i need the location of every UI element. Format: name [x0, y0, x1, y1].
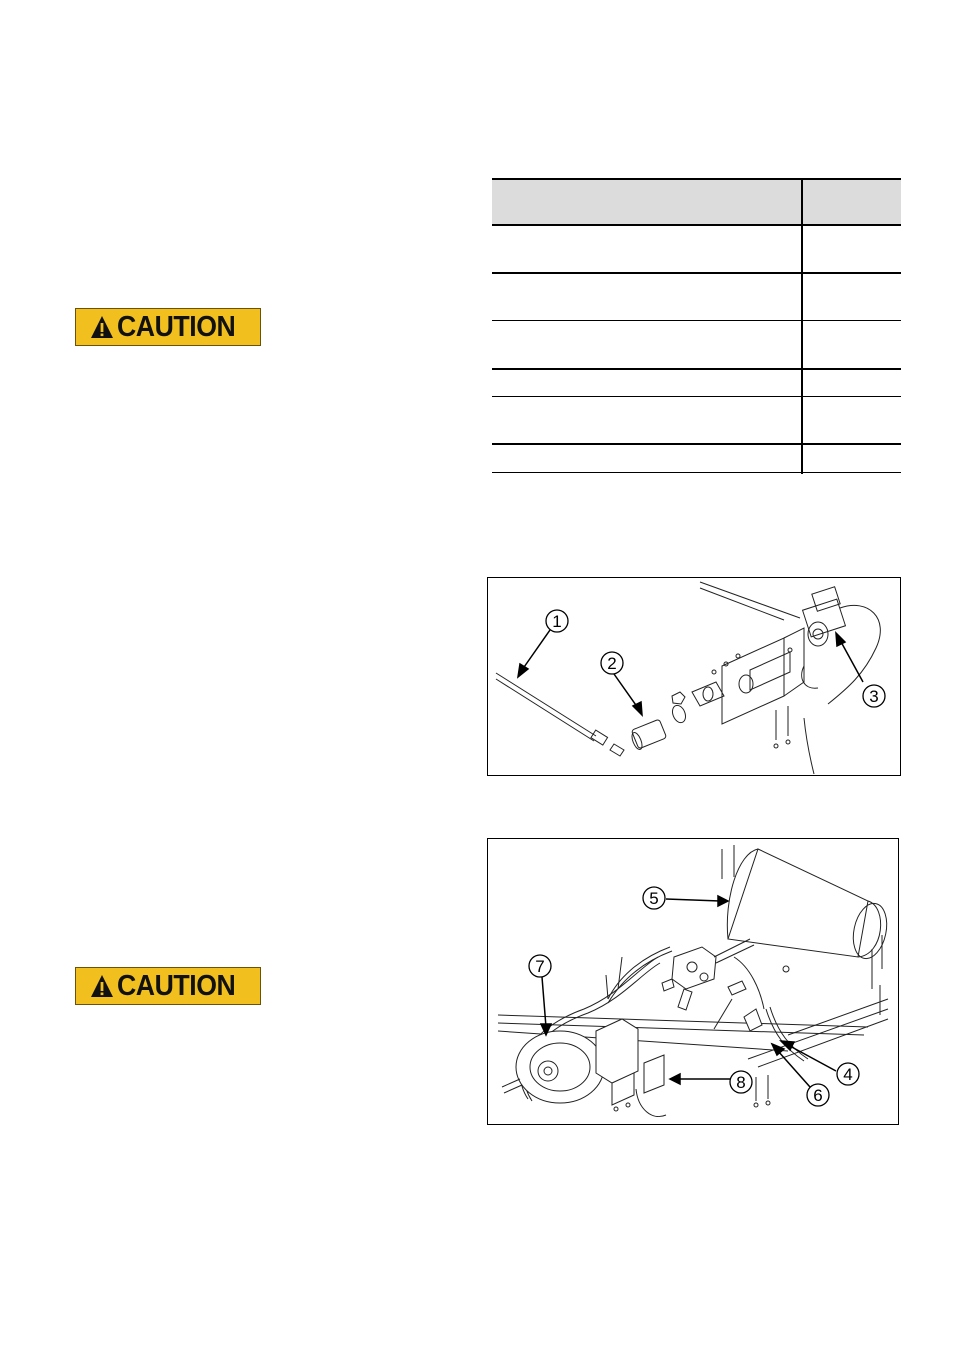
table-header-cell — [492, 180, 647, 224]
callout-number: 7 — [535, 957, 545, 976]
callout-number: 1 — [552, 612, 562, 631]
callout-number: 8 — [736, 1073, 746, 1092]
table-row-divider — [492, 320, 901, 321]
table-header — [492, 178, 901, 226]
warning-triangle-icon — [90, 315, 114, 339]
table-header-cell — [803, 180, 901, 224]
caution-label — [75, 308, 261, 346]
table-row-divider — [492, 472, 901, 473]
warning-triangle-icon — [90, 974, 114, 998]
figure-1 — [487, 577, 901, 776]
callout-number: 6 — [813, 1086, 823, 1105]
figure-2 — [487, 838, 899, 1125]
table-column-divider — [801, 178, 803, 474]
callout-number: 2 — [607, 654, 617, 673]
caution-label — [75, 967, 261, 1005]
table-row-divider — [492, 368, 901, 370]
caution-text: CAUTION — [117, 310, 236, 343]
table-row-divider — [492, 272, 901, 274]
figure-1-drawing — [488, 578, 902, 777]
figure-2-drawing — [488, 839, 900, 1126]
table-row-divider — [492, 443, 901, 445]
table-header-cell — [649, 180, 801, 224]
table-row-divider — [492, 396, 901, 397]
spec-table — [492, 178, 901, 474]
callout-number: 4 — [843, 1065, 853, 1084]
callout-number: 5 — [649, 889, 659, 908]
callout-number: 3 — [869, 687, 879, 706]
caution-text: CAUTION — [117, 969, 236, 1002]
